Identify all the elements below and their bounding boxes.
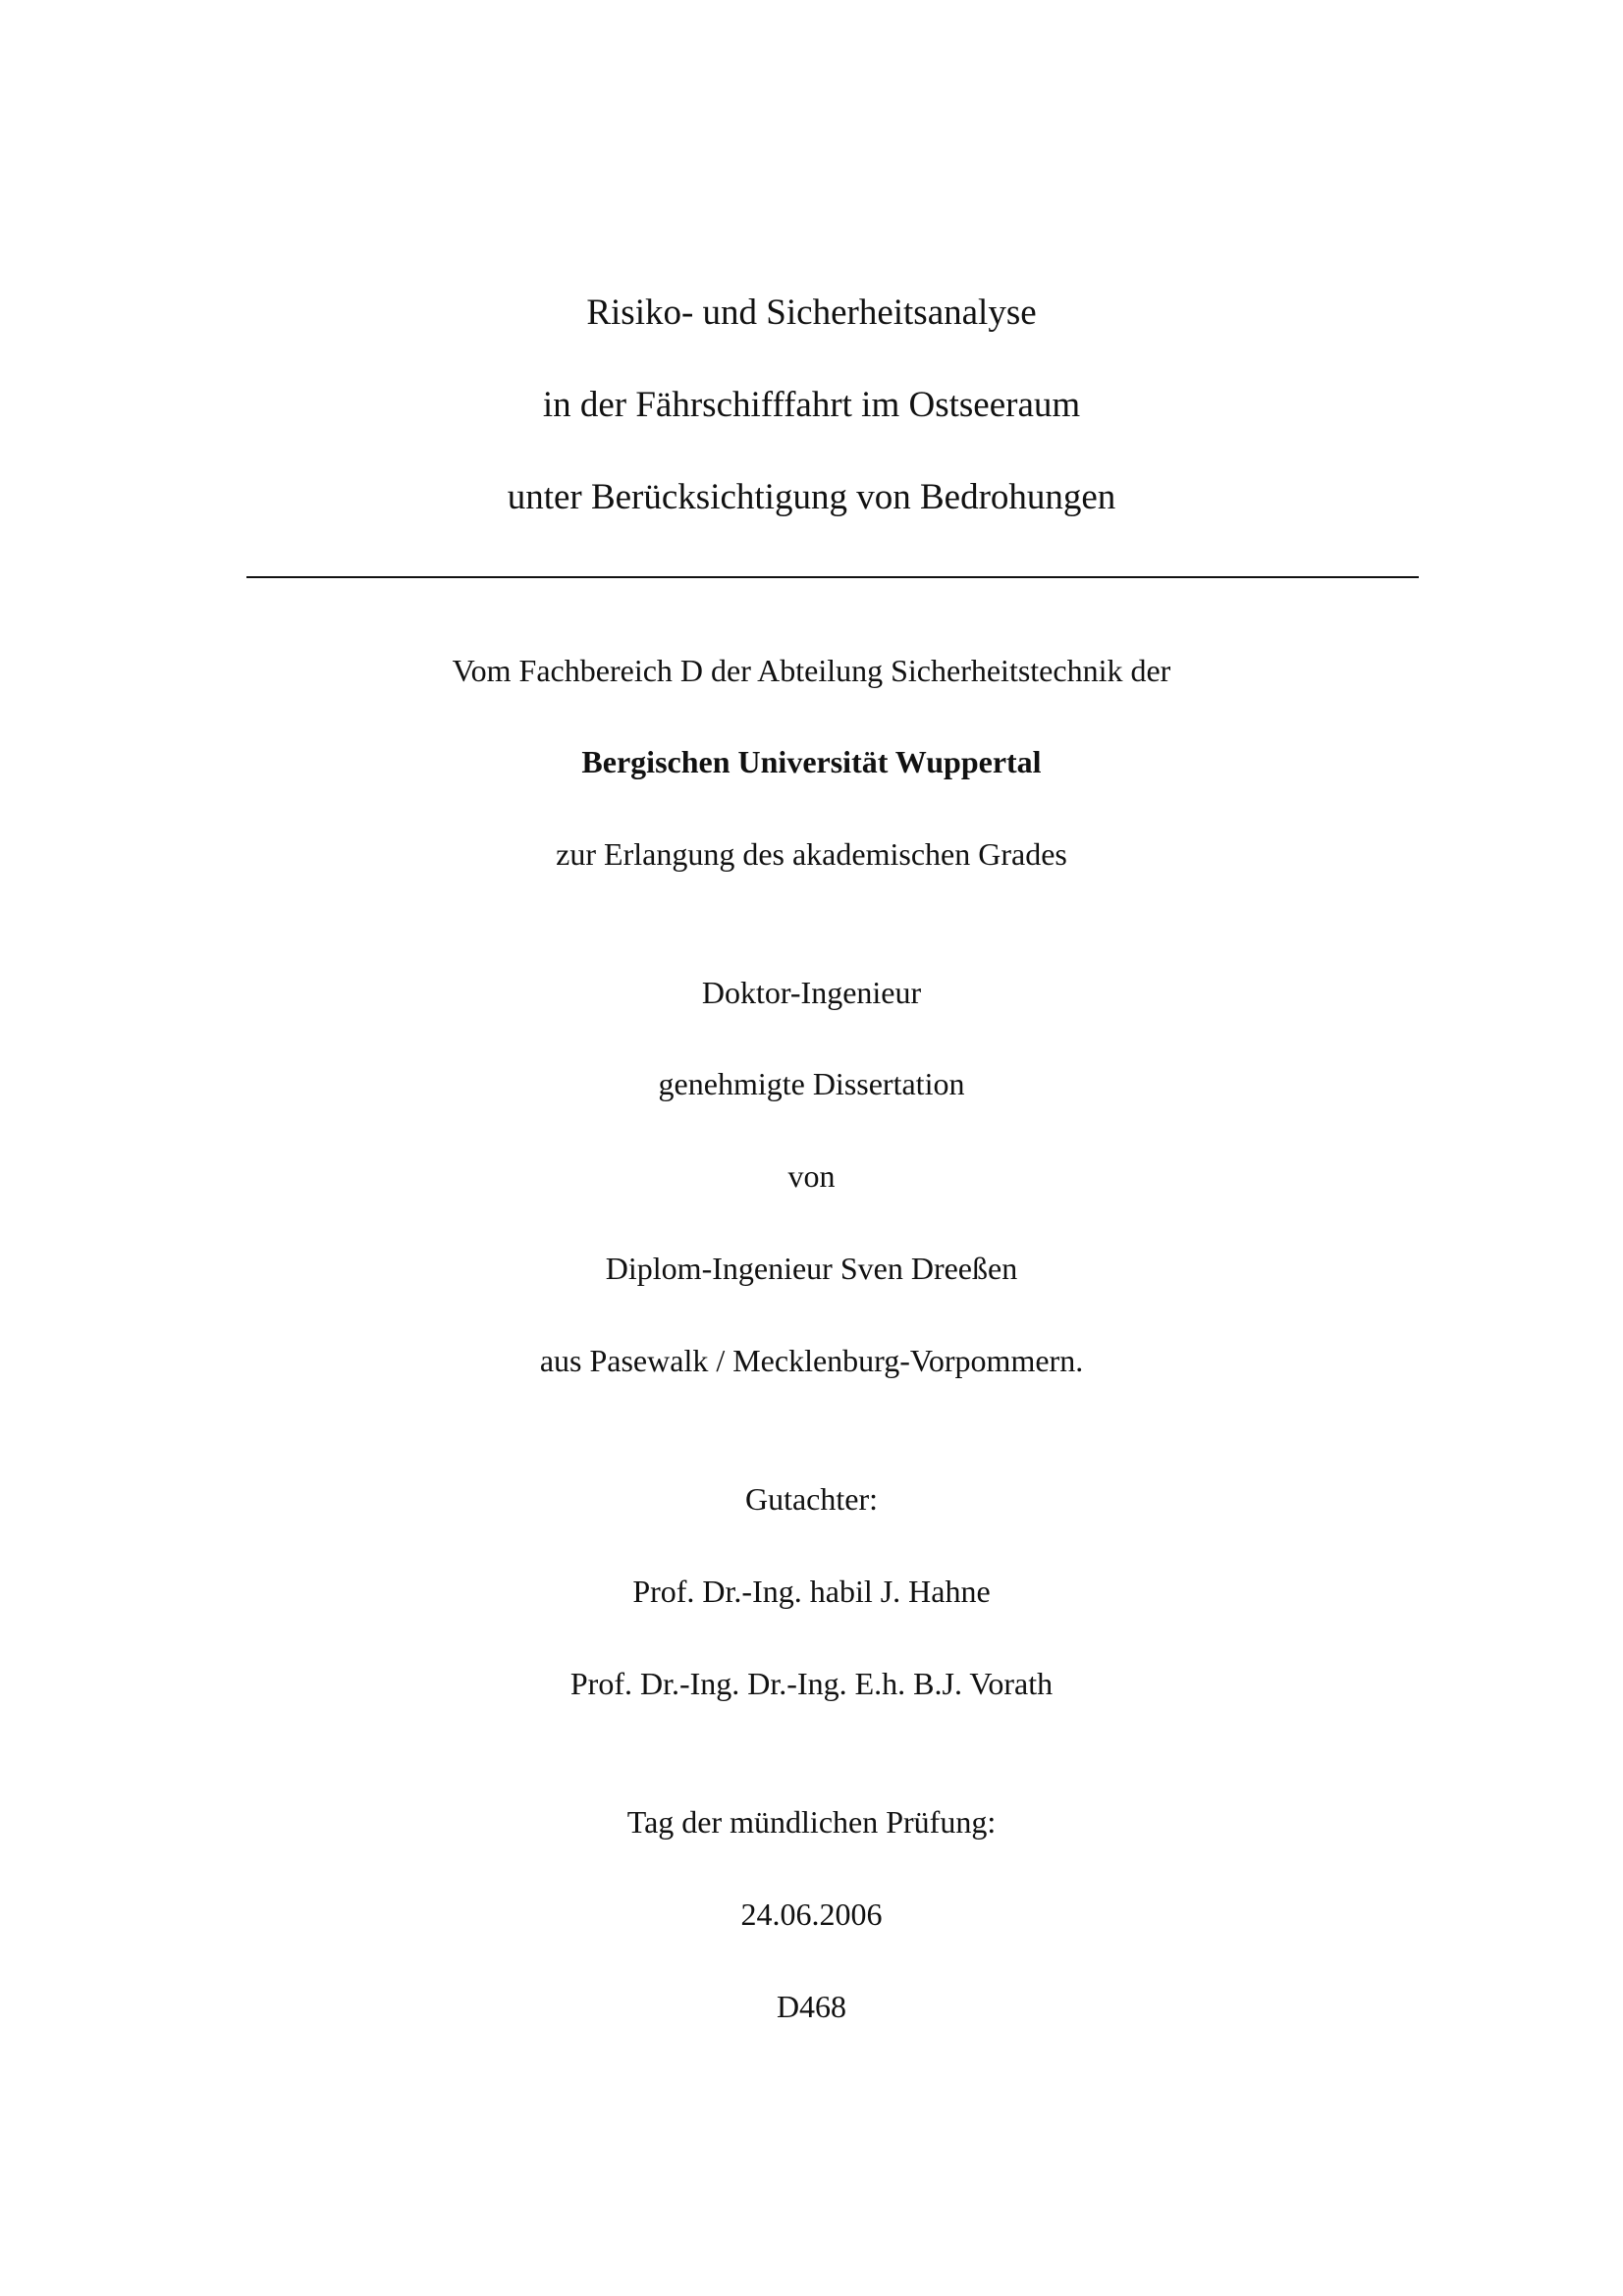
exam-date: 24.06.2006 [740, 1896, 883, 1932]
title-line-3: unter Berücksichtigung von Bedrohungen [507, 477, 1116, 517]
author-name: Diplom-Ingenieur Sven Dreeßen [605, 1251, 1018, 1286]
title-line-1: Risiko- und Sicherheitsanalyse [586, 293, 1037, 333]
degree-title: Doktor-Ingenieur [701, 975, 922, 1010]
reviewer-first: Prof. Dr.-Ing. habil J. Hahne [632, 1574, 991, 1609]
by-line: von [787, 1158, 836, 1194]
title-line-2: in der Fährschifffahrt im Ostseeraum [542, 385, 1081, 425]
reviewers-heading: Gutachter: [744, 1481, 879, 1517]
university-name: Bergischen Universität Wuppertal [581, 744, 1042, 779]
exam-heading: Tag der mündlichen Prüfung: [626, 1804, 997, 1840]
document-code: D468 [776, 1989, 847, 2024]
reviewer-second: Prof. Dr.-Ing. Dr.-Ing. E.h. B.J. Vorath [569, 1666, 1054, 1701]
purpose-line: zur Erlangung des akademischen Grades [556, 836, 1067, 872]
department-line: Vom Fachbereich D der Abteilung Sicherheitstechnik der [452, 653, 1171, 688]
degree-type: genehmigte Dissertation [658, 1066, 965, 1101]
author-origin: aus Pasewalk / Mecklenburg-Vorpommern. [539, 1343, 1084, 1378]
title-divider [246, 576, 1419, 578]
